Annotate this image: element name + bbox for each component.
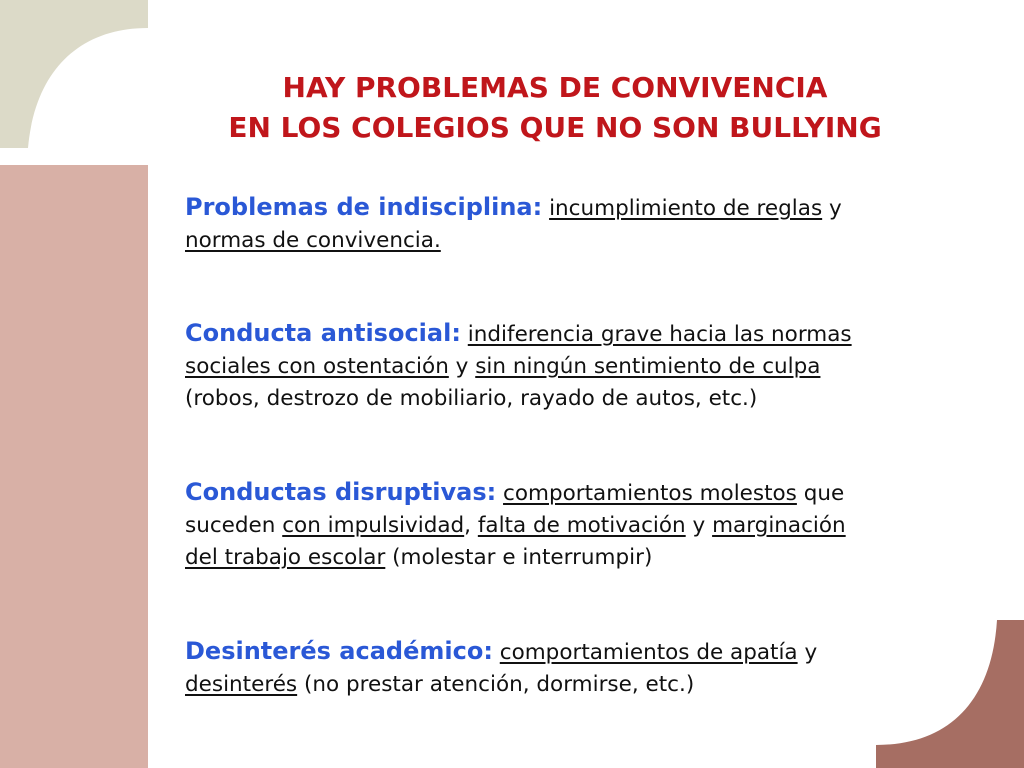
item-term: Conductas disruptivas: xyxy=(185,478,497,506)
item-indisciplina xyxy=(185,191,985,257)
text-segment xyxy=(461,322,468,347)
text-segment: (robos, destrozo de mobiliario, rayado de autos, etc.) xyxy=(185,386,758,411)
top-left-beige-corner xyxy=(0,0,148,148)
underlined-phrase: del trabajo escolar xyxy=(185,545,386,570)
item-term: Conducta antisocial: xyxy=(185,319,461,347)
underlined-phrase: normas de convivencia. xyxy=(185,228,441,253)
text-segment: (no prestar atención, dormirse, etc.) xyxy=(297,672,695,697)
item-desinteres xyxy=(185,635,985,701)
text-segment: , xyxy=(464,513,478,538)
text-segment: suceden xyxy=(185,513,283,538)
item-disruptivas xyxy=(185,476,985,574)
underlined-phrase: marginación xyxy=(712,513,846,538)
title-line-1: HAY PROBLEMAS DE CONVIVENCIA xyxy=(282,71,828,104)
text-segment: y xyxy=(448,354,476,379)
item-line xyxy=(185,225,985,257)
item-line xyxy=(185,669,985,701)
text-segment: que xyxy=(796,481,845,506)
underlined-phrase: comportamientos molestos xyxy=(503,481,797,506)
text-segment: (molestar e interrumpir) xyxy=(385,545,653,570)
left-pink-band xyxy=(0,165,148,768)
underlined-phrase: con impulsividad xyxy=(282,513,465,538)
underlined-phrase: desinterés xyxy=(185,672,298,697)
item-antisocial xyxy=(185,317,985,415)
underlined-phrase: incumplimiento de reglas xyxy=(549,196,823,221)
text-segment: y xyxy=(797,640,818,665)
item-line xyxy=(185,351,985,383)
text-segment: y xyxy=(685,513,713,538)
item-line xyxy=(185,635,985,669)
item-line xyxy=(185,510,985,542)
underlined-phrase: falta de motivación xyxy=(477,513,686,538)
slide-title xyxy=(150,68,960,148)
item-term: Problemas de indisciplina: xyxy=(185,193,543,221)
item-line xyxy=(185,383,985,415)
underlined-phrase: sin ningún sentimiento de culpa xyxy=(475,354,821,379)
text-segment xyxy=(493,640,500,665)
item-line xyxy=(185,476,985,510)
underlined-phrase: comportamientos de apatía xyxy=(499,640,798,665)
item-line xyxy=(185,317,985,351)
underlined-phrase: indiferencia grave hacia las normas xyxy=(467,322,852,347)
underlined-phrase: sociales con ostentación xyxy=(185,354,449,379)
item-line xyxy=(185,542,985,574)
title-line-2: EN LOS COLEGIOS QUE NO SON BULLYING xyxy=(228,111,882,144)
item-term: Desinterés académico: xyxy=(185,637,493,665)
text-segment: y xyxy=(822,196,842,221)
item-line xyxy=(185,191,985,225)
